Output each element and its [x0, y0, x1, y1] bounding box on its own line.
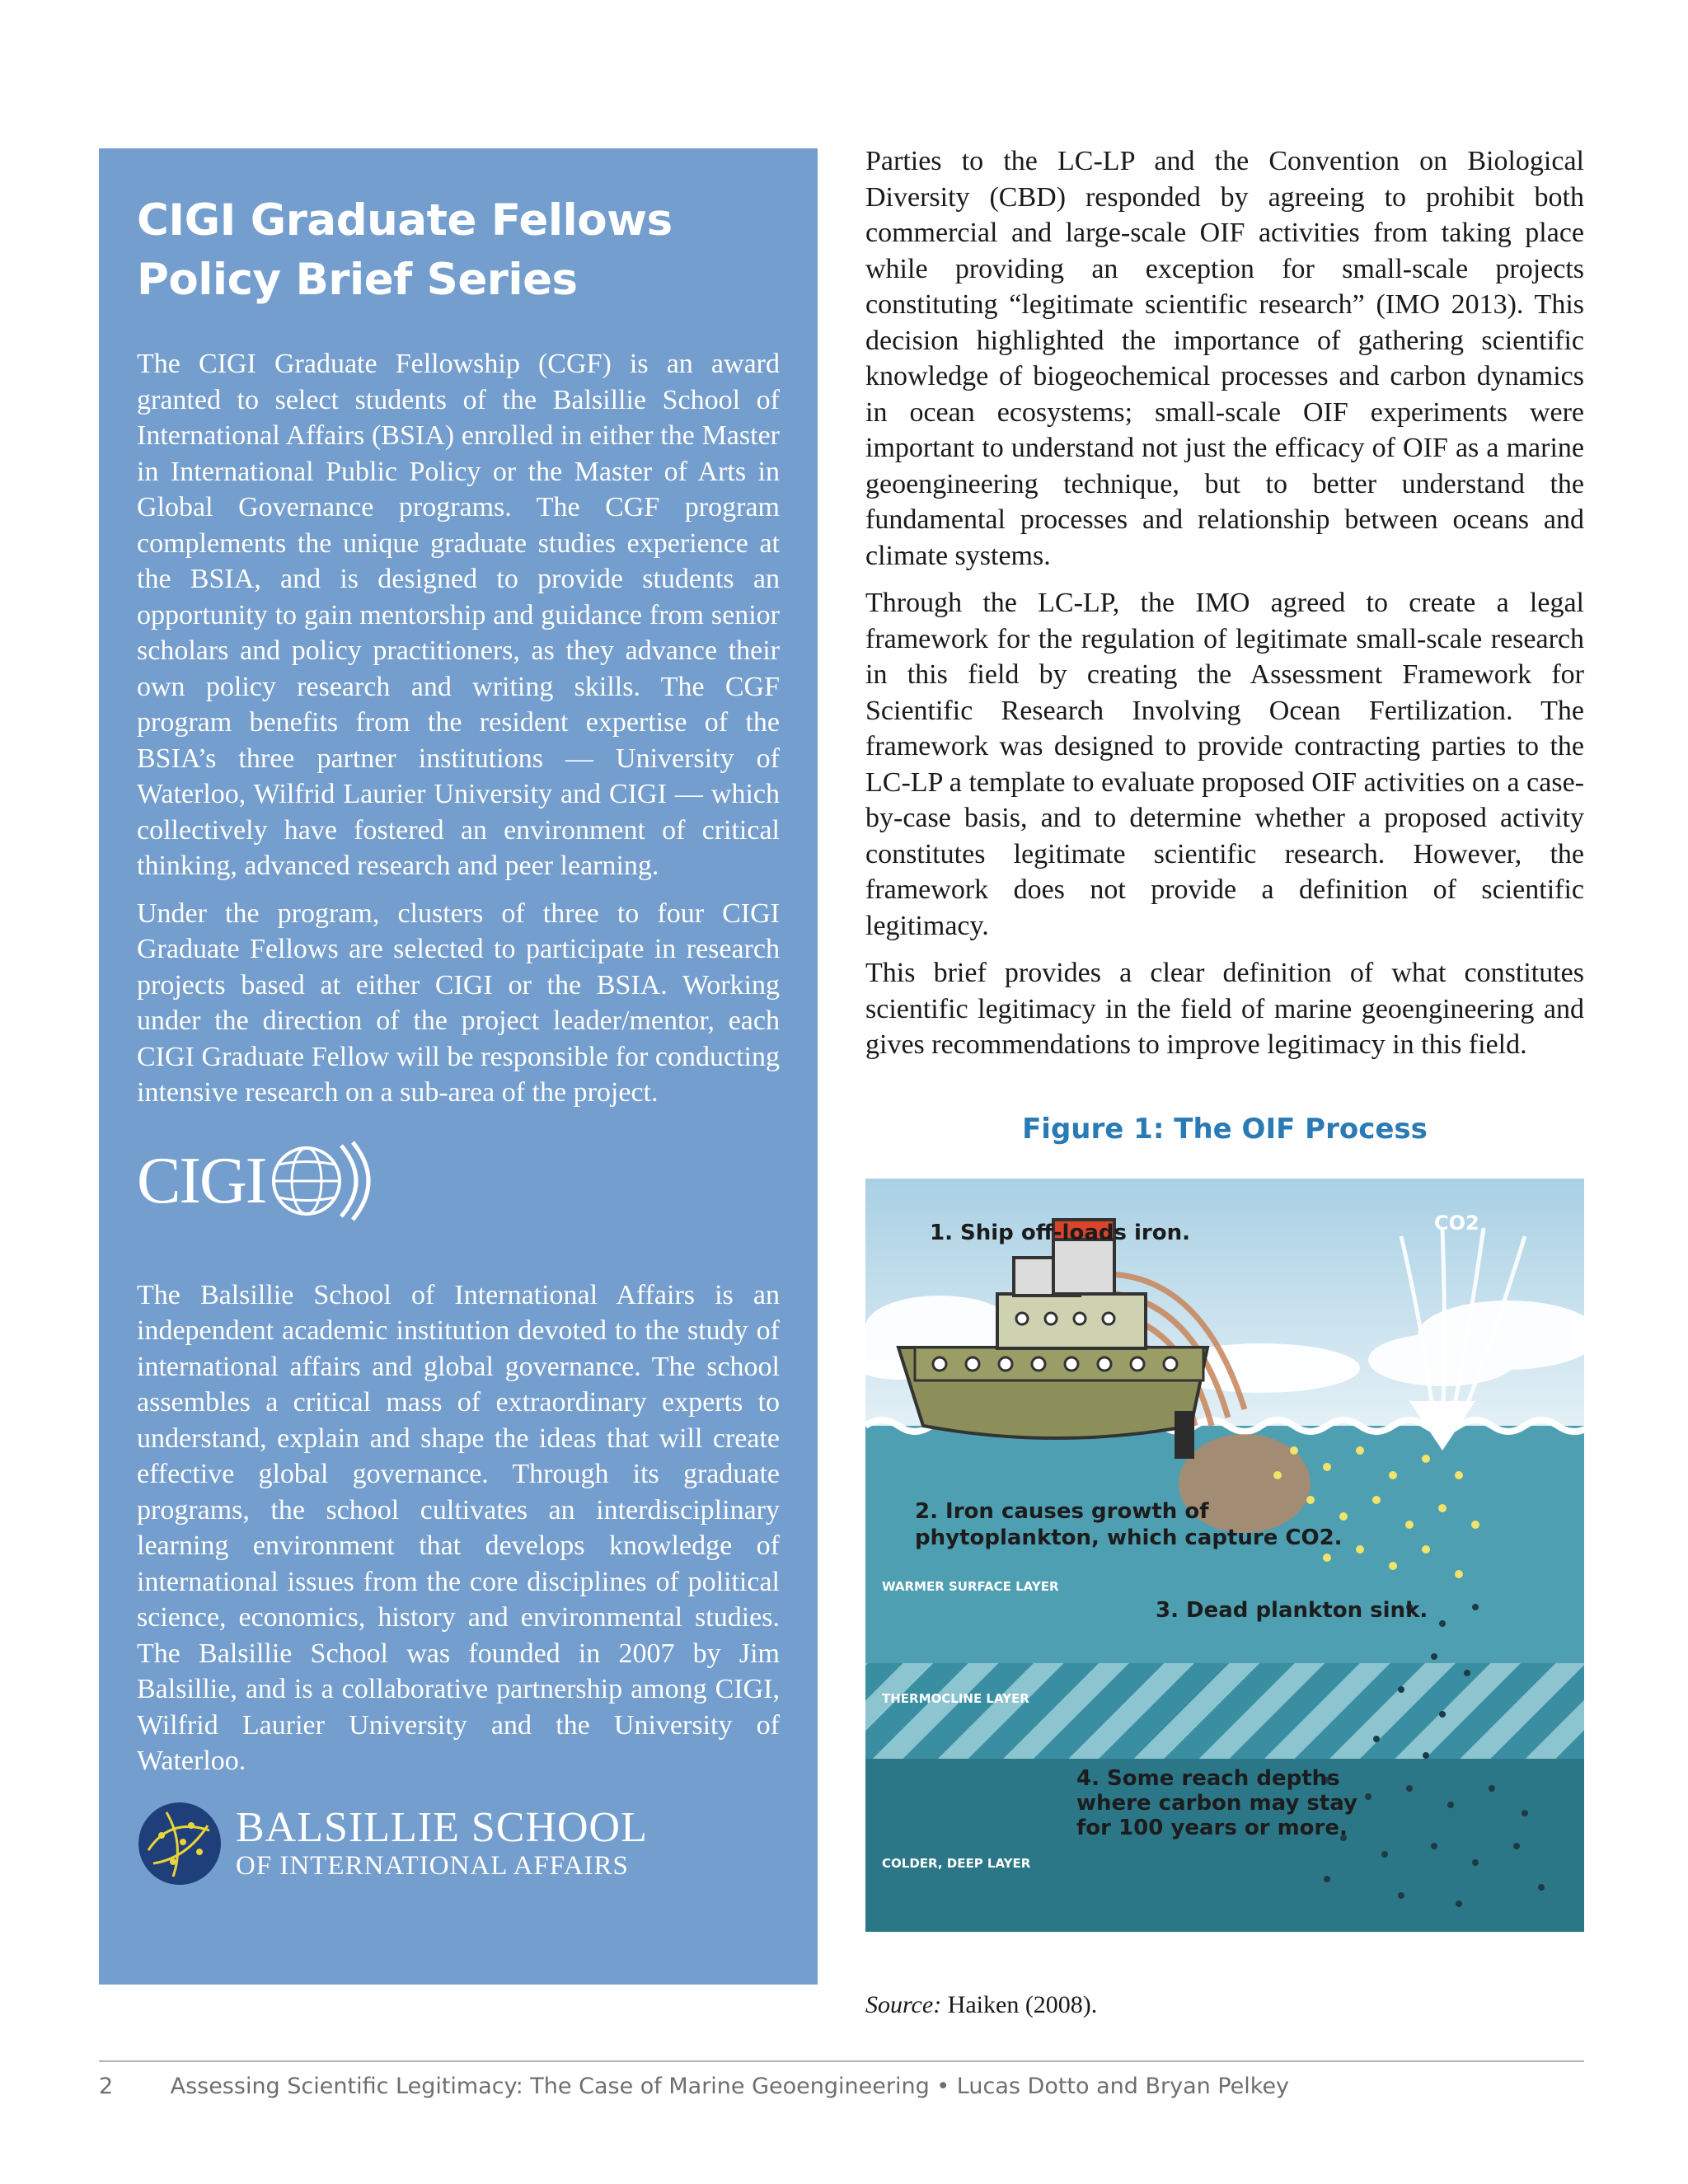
body-paragraph-3: This brief provides a clear definition of what constitutes scientific legitimacy in the field of marine geoengineering and gives recommendations to improve legitimacy in this field.: [865, 958, 1584, 1060]
source-text: Haiken (2008).: [947, 1990, 1098, 2018]
bsia-description: The Balsillie School of International Affairs is an independent academic institution devoted to the study of international affairs and global governance. The school assembles a critical mass of extraordinary experts to understand, explain and shape the ideas that will create effective global governance. Through its graduate programs, the school cultivates an interdisciplinary learning environment that develops knowledge of international issues from the core disciplines of political science, economics, history and environmental studies. The Balsillie School was founded in 2007 by Jim Balsillie, and is a collaborative partnership among CIGI, Wilfrid Laurier University and the University of Waterloo.: [137, 1279, 780, 1776]
co2-label: CO2: [1434, 1211, 1479, 1235]
body-paragraph-1: Parties to the LC-LP and the Convention on Biological Diversity (CBD) responded by agreeing to prohibit both commercial and large-scale OIF activities from taking place while providing an exception for small-scale projects constituting “legitimate scientific research” (IMO 2013). This decision highlighted the importance of gathering scientific knowledge of biogeochemical processes and carbon dynamics in ocean ecosystems; small-scale OIF experiments were important to understand not just the efficacy of OIF as a marine geoengineering technique, but to better understand the fundamental processes and relationship between oceans and climate systems.: [865, 146, 1584, 571]
warmer-layer-label: WARMER SURFACE LAYER: [882, 1578, 1059, 1594]
running-footer-text: Assessing Scientific Legitimacy: The Case of Marine Geoengineering • Lucas Dotto and Bryan Pelkey: [170, 2074, 1290, 2099]
bsia-logo: [137, 1801, 780, 1886]
globe-icon: [265, 1136, 381, 1226]
step-3-label: 3. Dead plankton sink.: [1156, 1597, 1428, 1623]
step-4-label-line1: 4. Some reach depths: [1076, 1765, 1340, 1791]
bsia-name: BALSILLIE SCHOOL: [236, 1804, 648, 1851]
program-description: Under the program, clusters of three to four CIGI Graduate Fellows are selected to participate in research projects based at either CIGI or the BSIA. Working under the direction of the project leader/mentor, each CIGI Graduate Fellow will be responsible for conducting intensive research on a sub-area of the project.: [137, 898, 780, 1108]
step-1-label: 1. Ship off-loads iron.: [930, 1220, 1190, 1245]
page-number: 2: [99, 2074, 114, 2099]
step-4-label-line2: where carbon may stay: [1076, 1790, 1357, 1816]
page-footer: [99, 2074, 1289, 2099]
bsia-logo-text: [236, 1804, 648, 1881]
step-2-label-line1: 2. Iron causes growth of: [915, 1498, 1209, 1524]
figure-source: [865, 1991, 1584, 2019]
thermocline-layer: [865, 1663, 1584, 1759]
oif-process-figure: [865, 1179, 1584, 1932]
bsia-emblem-icon: [137, 1801, 223, 1886]
sidebar-panel: [99, 148, 818, 1985]
step-4-label-line3: for 100 years or more.: [1076, 1815, 1348, 1840]
step-2-label-line2: phytoplankton, which capture CO2.: [915, 1525, 1343, 1550]
sidebar-title: [137, 191, 780, 310]
footer-divider: [99, 2060, 1584, 2062]
main-column: [865, 143, 1584, 2019]
oif-illustration: [865, 1179, 1584, 1932]
body-paragraph-2: Through the LC-LP, the IMO agreed to create a legal framework for the regulation of legitimate small-scale research in this field by creating the Assessment Framework for Scientific Research Involving Ocean Fertilization. The framework was designed to provide contracting parties to the LC-LP a template to evaluate proposed OIF activities on a case-by-case basis, and to determine whether a proposed activity constitutes legitimate scientific research. However, the framework does not provide a definition of scientific legitimacy.: [865, 588, 1584, 941]
cigi-logo-text: CIGI: [137, 1144, 266, 1217]
sidebar-title-line1: CIGI Graduate Fellows: [137, 195, 673, 246]
cgf-description: The CIGI Graduate Fellowship (CGF) is an award granted to select students of the Balsillie School of International Affairs (BSIA) enrolled in either the Master in International Public Policy or the Master of Arts in Global Governance programs. The CGF program complements the unique graduate studies experience at the BSIA, and is designed to provide students an opportunity to gain mentorship and guidance from senior scholars and policy practitioners, as they advance their own policy research and writing skills. The CGF program benefits from the resident expertise of the BSIA’s three partner institutions — University of Waterloo, Wilfrid Laurier University and CIGI — which collectively have fostered an environment of critical thinking, advanced research and peer learning.: [137, 349, 780, 881]
sidebar-title-line2: Policy Brief Series: [137, 255, 578, 305]
thermocline-layer-label: THERMOCLINE LAYER: [882, 1690, 1029, 1706]
figure-title: Figure 1: The OIF Process: [1022, 1112, 1428, 1146]
source-label: Source:: [865, 1990, 942, 2018]
bsia-subtitle: OF INTERNATIONAL AFFAIRS: [236, 1851, 629, 1881]
colder-layer-label: COLDER, DEEP LAYER: [882, 1855, 1031, 1871]
cigi-logo: [137, 1136, 780, 1226]
